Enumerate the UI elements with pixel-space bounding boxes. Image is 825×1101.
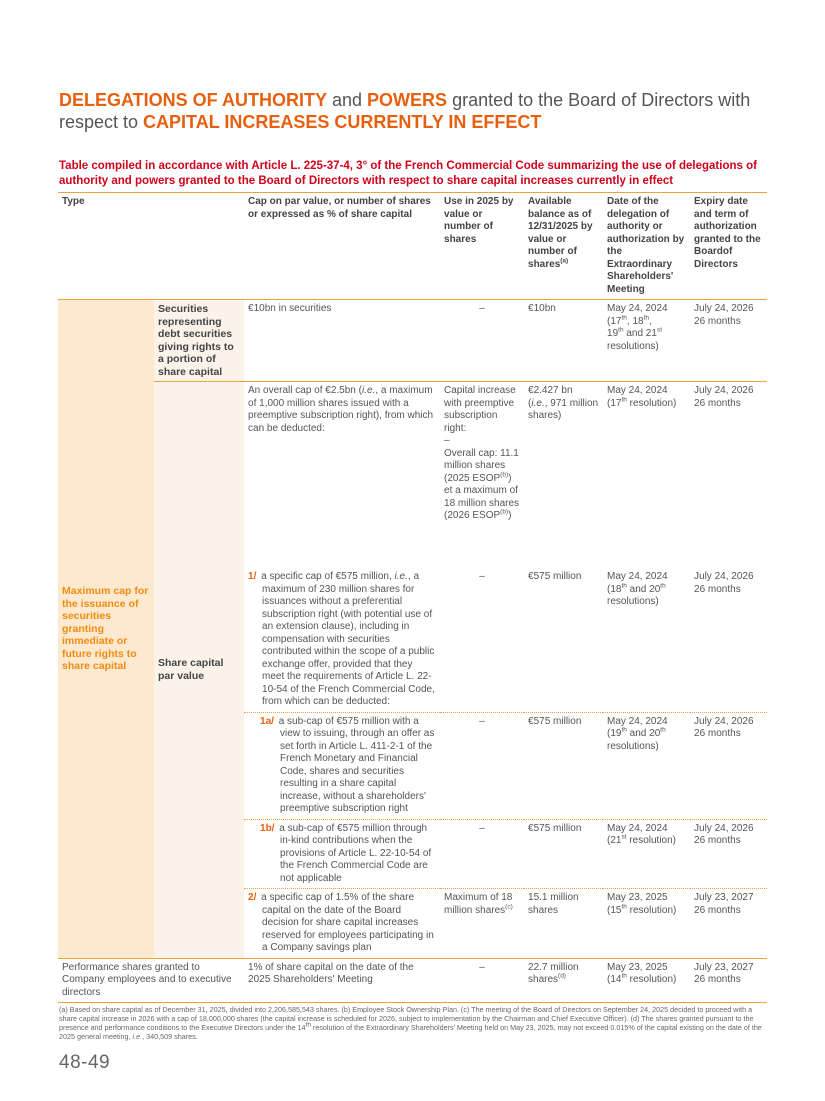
page-number: 48-49 — [59, 1052, 111, 1073]
row2-date-res-b: resolution) — [626, 397, 677, 409]
row1-date-sup-a: th — [621, 314, 627, 322]
row1-use: – — [440, 300, 524, 382]
row3-cap — [244, 568, 440, 712]
row5-cap-text: a sub-cap of €575 million through in-kind contributions when the provisions of Article L. 22-10-54 of the French Commercial Code are not applicable — [276, 822, 432, 884]
row2-use-e: ) et a maximum of 18 million shares (2026 ESOP — [444, 472, 520, 521]
row7-date-sup: th — [621, 972, 627, 980]
row2-term: 26 months — [694, 397, 741, 409]
row5-expiry — [690, 819, 767, 889]
heading-part-powers: POWERS — [367, 90, 448, 110]
header-balance — [524, 193, 603, 300]
row7-date-main: May 23, 2025 — [607, 961, 668, 973]
row6-date-res-b: resolution) — [626, 904, 677, 916]
row2-use-note-b1: (b) — [500, 471, 509, 479]
table-row — [58, 382, 767, 569]
row3-cap-a: a specific cap of €575 million, — [258, 571, 395, 582]
row4-balance: €575 million — [524, 712, 603, 819]
heading-part-capital: CAPITAL INCREASES CURRENTLY IN EFFECT — [143, 112, 542, 132]
header-expiry: Expiry date and term of authorization granted to the Boardof Directors — [690, 193, 767, 300]
row1-expiry — [690, 300, 767, 382]
row2-date — [603, 382, 690, 569]
row5-date-sup: st — [621, 833, 627, 841]
row5-expiry-date: July 24, 2026 — [694, 822, 754, 834]
row4-date — [603, 712, 690, 819]
row7-expiry-date: July 23, 2027 — [694, 961, 754, 973]
row7-balance-text: 22.7 million shares — [528, 961, 579, 985]
table-subtitle: Table compiled in accordance with Article L. 225-37-4, 3° of the French Commercial Code summarizing the use of delegations of authority and powers granted to the Board of Directors with respect to share capital increases currently in effect — [59, 160, 757, 187]
row7-cap: 1% of share capital on the date of the 2025 Shareholders' Meeting — [244, 958, 440, 1003]
row6-term: 26 months — [694, 904, 741, 916]
header-type: Type — [58, 193, 244, 300]
row3-date-main: May 24, 2024 — [607, 571, 668, 582]
row2-cap-c: , a maximum of 1,000 million shares issued with a preemptive subscription right), from which can be deducted: — [248, 385, 434, 434]
row1-date-res-c: , — [649, 315, 652, 327]
row6-use — [440, 889, 524, 959]
row5-date — [603, 819, 690, 889]
row3-date — [603, 568, 690, 712]
row1-term: 26 months — [694, 315, 741, 327]
footnote-text-a: (a) Based on share capital as of December 31, 2025, divided into 2,206,585,543 shares. (b) Employee Stock Ownership Plan. (c) The meeting of the Board of Directors on September 24, 2025 decided to proceed with a share capital increase in 2026 with a cap of 18,000,000 shares (the capital increase is scheduled for 2026, subject to implementation by the Chairman and Chief Executive Officer). (d) The shares granted pursuant to the presence and performance conditions to the Executive Directors under the 14 — [59, 1005, 754, 1032]
subcategory-share-capital: Share capital par value — [154, 382, 244, 959]
row3-cap-c: , a maximum of 230 million shares for issuances without a preferential subscription right (with potential use of an extension clause), including in compensation with securities contributed within the scope of a public exchange offer, provided that they meet the requirements of Article L. 22-10-54 of the French Commercial Code, from which can be deducted: — [262, 571, 435, 707]
header-cap: Cap on par value, or number of shares or expressed as % of share capital — [244, 193, 440, 300]
row1-expiry-date: July 24, 2026 — [694, 303, 754, 314]
row5-date-main: May 24, 2024 — [607, 822, 668, 834]
row2-date-res-a: (17 — [607, 397, 622, 409]
row7-use: – — [440, 958, 524, 1003]
row4-date-res-a: (19 — [607, 728, 622, 739]
table-row — [58, 300, 767, 382]
row1-date-sup-c: th — [618, 326, 624, 334]
row6-use-text: Maximum of 18 million shares — [444, 892, 513, 916]
row6-num: 2/ — [248, 892, 257, 903]
row2-use — [440, 382, 524, 569]
row5-cap — [244, 819, 440, 889]
row3-expiry-date: July 24, 2026 — [694, 571, 754, 582]
row2-cap-a: An overall cap of €2.5bn ( — [248, 385, 362, 396]
row6-cap — [244, 889, 440, 959]
row3-cap-ie: i.e. — [394, 571, 408, 582]
row6-date-main: May 23, 2025 — [607, 892, 668, 903]
row4-term: 26 months — [694, 728, 741, 739]
row6-balance: 15.1 million shares — [524, 889, 603, 959]
row1-date-sup-b: th — [643, 314, 649, 322]
page-heading — [59, 89, 779, 133]
row4-expiry — [690, 712, 767, 819]
row3-date-res-c: resolutions) — [607, 596, 659, 607]
category-maximum-cap: Maximum cap for the issuance of securities granting immediate or future rights to share capital — [58, 300, 154, 959]
footnotes — [59, 1005, 768, 1041]
row4-date-sup-a: th — [621, 726, 627, 734]
row1-date — [603, 300, 690, 382]
row1-date-main: May 24, 2024 — [607, 303, 668, 314]
row3-date-sup-b: th — [660, 582, 666, 590]
row2-balance — [524, 382, 603, 569]
row2-balance-b: ( — [528, 397, 532, 409]
row1-date-res-e: and 21 — [623, 328, 657, 339]
heading-part-granted: granted to the Board of Directors with respect to — [59, 90, 751, 132]
row7-balance-note: (d) — [558, 972, 566, 980]
footnote-ie: i.e. — [132, 1032, 143, 1041]
row2-expiry — [690, 382, 767, 569]
row3-balance: €575 million — [528, 571, 582, 582]
row3-num: 1/ — [248, 571, 257, 582]
row2-balance-a: €2.427 bn — [528, 385, 573, 396]
row5-num: 1b/ — [260, 822, 275, 834]
row7-date-res-a: (14 — [607, 974, 622, 985]
row2-balance-ie: i.e. — [531, 397, 545, 409]
row6-date-sup: th — [621, 903, 627, 911]
delegations-table — [58, 192, 767, 1003]
row2-use-a: Capital increase with preemptive subscription right: — [444, 385, 516, 434]
row1-date-sup-d: st — [656, 326, 662, 334]
row2-date-sup: th — [621, 396, 627, 404]
footnote-sup: th — [305, 1021, 311, 1029]
row2-expiry-date: July 24, 2026 — [694, 385, 754, 396]
row2-use-c: Overall cap: 11.1 million shares (2025 ESOP — [444, 447, 519, 484]
row1-cap: €10bn in securities — [244, 300, 440, 382]
row6-expiry — [690, 889, 767, 959]
row6-date — [603, 889, 690, 959]
row2-use-dash: – — [444, 435, 450, 446]
header-use: Use in 2025 by value or number of shares — [440, 193, 524, 300]
row1-date-res-f: resolutions) — [607, 340, 659, 352]
row3-use: – — [479, 571, 485, 582]
header-balance-note: (a) — [560, 257, 569, 265]
row2-use-note-b2: (b) — [500, 508, 509, 516]
row3-date-sup-a: th — [621, 582, 627, 590]
heading-part-delegations: DELEGATIONS OF AUTHORITY — [59, 90, 327, 110]
row1-date-res-a: (17 — [607, 315, 622, 327]
table-header-row — [58, 193, 767, 300]
row4-date-sup-b: th — [660, 726, 666, 734]
row1-balance: €10bn — [524, 300, 603, 382]
row4-cap — [244, 712, 440, 819]
row6-date-res-a: (15 — [607, 904, 622, 916]
row7-date — [603, 958, 690, 1003]
table-row — [58, 958, 767, 1003]
row2-cap — [244, 382, 440, 569]
row2-balance-d: , 971 million shares) — [528, 397, 599, 421]
row4-expiry-date: July 24, 2026 — [694, 715, 754, 727]
row4-date-res-c: resolutions) — [607, 740, 659, 752]
footnote-text-e: , 340,509 shares. — [142, 1032, 198, 1041]
row7-date-res-b: resolution) — [626, 974, 677, 985]
row6-cap-text: a specific cap of 1.5% of the share capital on the date of the Board decision for share capital increases reserved for employees participating in a Company savings plan — [258, 892, 434, 953]
row5-term: 26 months — [694, 835, 741, 846]
row2-cap-ie: i.e. — [361, 385, 376, 396]
row7-term: 26 months — [694, 974, 741, 985]
row4-use: – — [440, 712, 524, 819]
row3-term: 26 months — [694, 583, 741, 595]
row3-date-res-a: (18 — [607, 583, 622, 595]
row5-date-res-a: (21 — [607, 835, 622, 846]
row7-type: Performance shares granted to Company employees and to executive directors — [58, 958, 244, 1003]
row4-num: 1a/ — [260, 715, 274, 727]
row3-expiry — [690, 568, 767, 712]
row1-date-res-d: 19 — [607, 328, 619, 339]
row7-balance — [524, 958, 603, 1003]
footnote-text-c: resolution of the Extraordinary Shareholders' Meeting held on May 23, 2025, may not exceed 0.015% of the capital existing on the date of the 2025 general meeting, — [59, 1023, 762, 1041]
subcategory-securities: Securities representing debt securities giving rights to a portion of share capital — [154, 300, 244, 382]
row2-date-main: May 24, 2024 — [607, 385, 668, 396]
row5-date-res-b: resolution) — [626, 835, 676, 846]
row5-balance: €575 million — [524, 819, 603, 889]
row5-use: – — [440, 819, 524, 889]
row7-expiry — [690, 958, 767, 1003]
row3-date-res-b: and 20 — [626, 583, 661, 595]
header-balance-text: Available balance as of 12/31/2025 by value or number of shares — [528, 196, 593, 270]
row4-date-main: May 24, 2024 — [607, 715, 668, 727]
row2-use-g: ) — [508, 510, 512, 521]
row4-cap-text: a sub-cap of €575 million with a view to issuing, through an offer as set forth in Article L. 411-2-1 of the French Monetary and Financial Code, shares and securities resulting in a share capital increase, without a shareholders' preemptive subscription right — [275, 715, 435, 814]
header-date: Date of the delegation of authority or authorization by the Extraordinary Shareholders' Meeting — [603, 193, 690, 300]
row6-use-note: (c) — [505, 903, 513, 911]
row4-date-res-b: and 20 — [626, 728, 661, 739]
row6-expiry-date: July 23, 2027 — [694, 892, 754, 903]
heading-part-and: and — [327, 90, 368, 110]
row1-date-res-b: , 18 — [626, 315, 644, 327]
